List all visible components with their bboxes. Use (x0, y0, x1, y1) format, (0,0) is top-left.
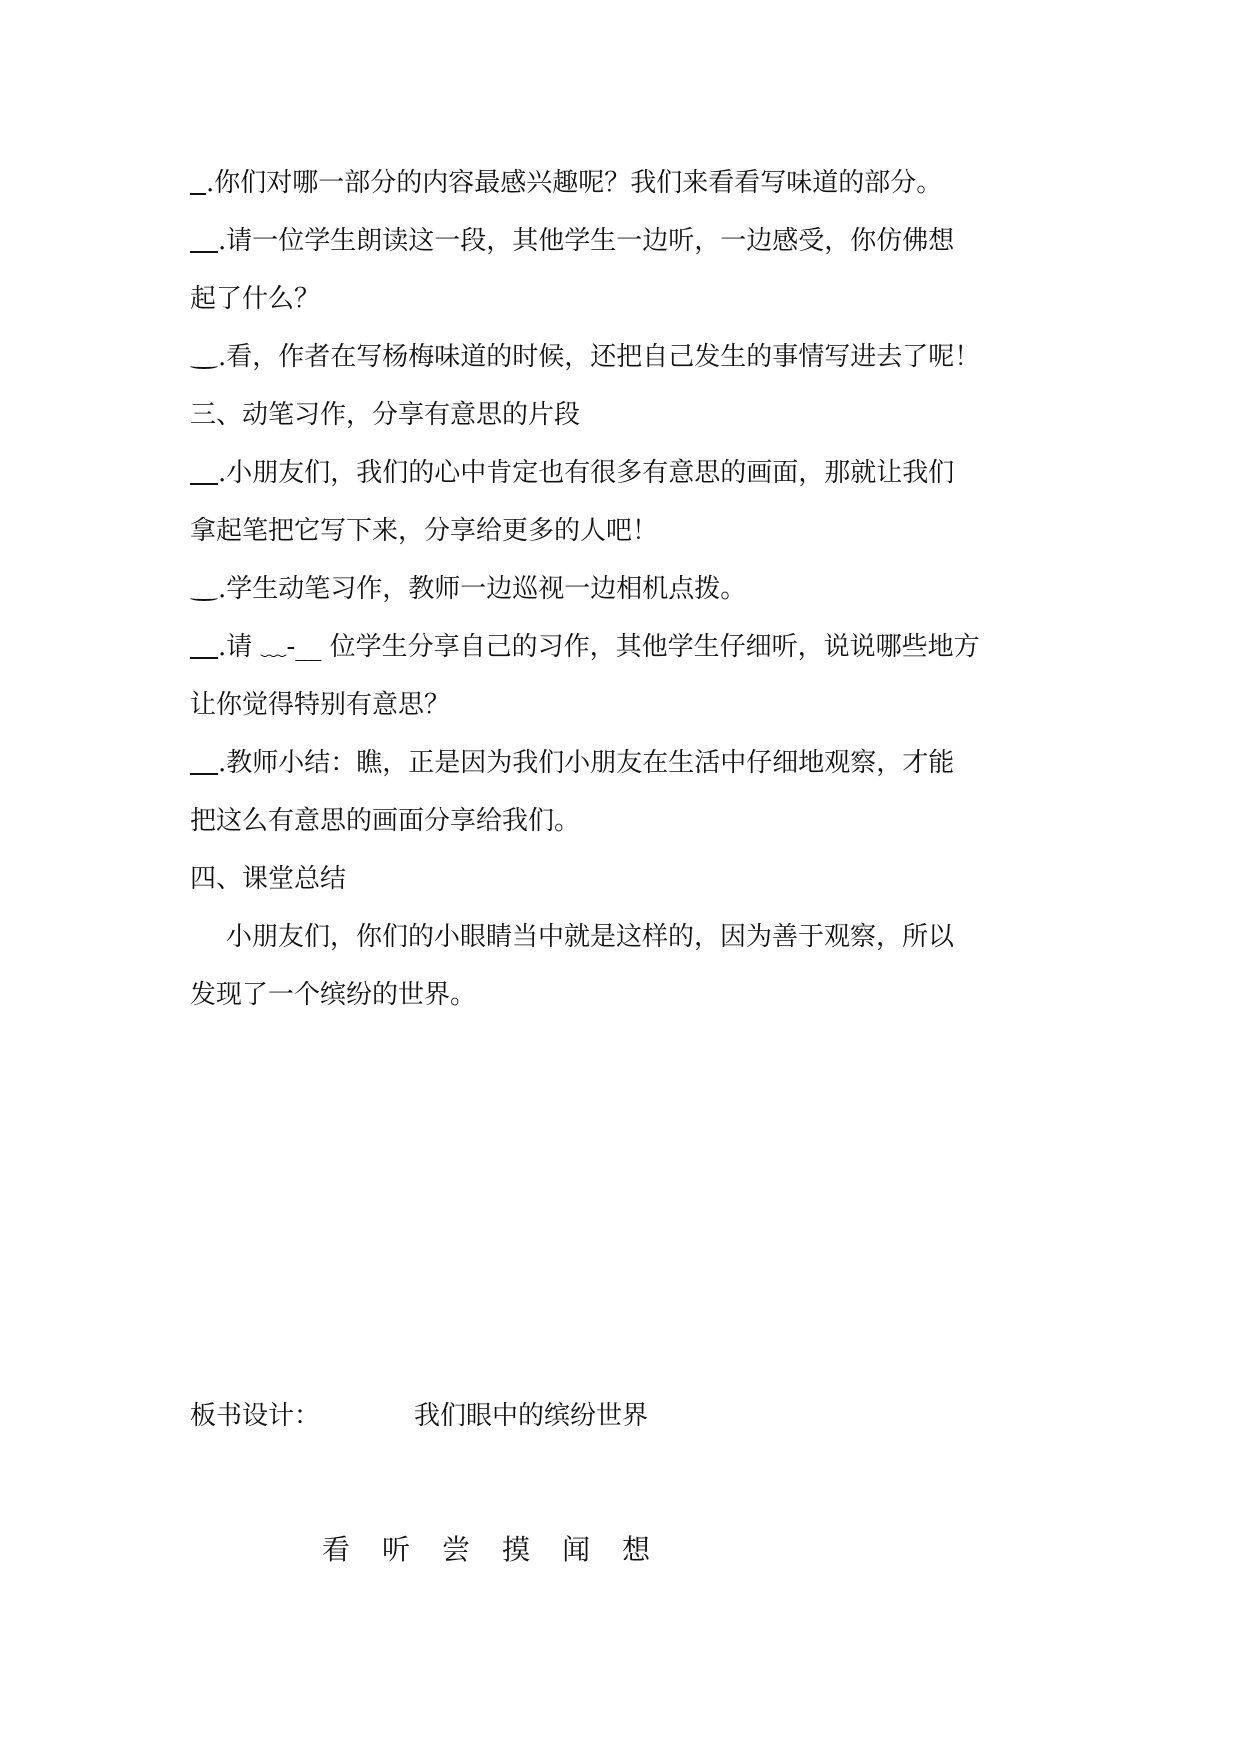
heading-text: 四、课堂总结 (190, 864, 347, 894)
line-text: 拿起笔把它写下来，分享给更多的人吧！ (190, 516, 659, 546)
line-text: .请 ﹏-__ 位学生分享自己的习作，其他学生仔细听，说说哪些地方 (218, 632, 980, 662)
heading-text: 三、动笔习作，分享有意思的片段 (190, 400, 581, 430)
paragraph-line-9 (190, 627, 1060, 667)
paragraph-line-3 (190, 279, 1060, 319)
section-heading-3 (190, 395, 1060, 435)
paragraph-line-10 (190, 685, 1060, 725)
line-text: 小朋友们，你们的小眼睛当中就是这样的，因为善于观察，所以 (226, 922, 955, 952)
line-text: .小朋友们，我们的心中肯定也有很多有意思的画面，那就让我们 (218, 458, 955, 488)
underline-marker (190, 633, 218, 663)
wavy-marker (190, 575, 218, 605)
underline-marker (190, 169, 206, 199)
line-text: .请一位学生朗读这一段，其他学生一边听，一边感受，你仿佛想 (218, 226, 955, 256)
paragraph-line-4 (190, 337, 1060, 377)
paragraph-line-8 (190, 569, 1060, 609)
paragraph-line-2 (190, 221, 1060, 261)
line-text: .你们对哪一部分的内容最感兴趣呢？我们来看看写味道的部分。 (206, 168, 943, 198)
sense-taste: 尝 (442, 1533, 471, 1566)
paragraph-line-6 (190, 453, 1060, 493)
paragraph-line-1 (190, 163, 1060, 203)
section-heading-4 (190, 859, 1060, 899)
paragraph-line-11 (190, 743, 1060, 783)
wavy-marker (190, 343, 218, 373)
board-design-heading: 板书设计： (190, 1401, 321, 1431)
paragraph-line-7 (190, 511, 1060, 551)
board-design-title: 我们眼中的缤纷世界 (414, 1401, 649, 1431)
underline-marker (190, 749, 218, 779)
senses-row (322, 1530, 650, 1570)
line-text: 让你觉得特别有意思？ (190, 690, 451, 720)
underline-marker (190, 227, 218, 257)
sense-smell: 闻 (562, 1533, 591, 1566)
line-text: .学生动笔习作，教师一边巡视一边相机点拨。 (218, 574, 747, 604)
line-text: 发现了一个缤纷的世界。 (190, 980, 477, 1010)
sense-think: 想 (622, 1533, 651, 1566)
sense-hear: 听 (382, 1533, 411, 1566)
sense-touch: 摸 (502, 1533, 531, 1566)
line-text: 把这么有意思的画面分享给我们。 (190, 806, 581, 836)
paragraph-line-14 (190, 917, 1096, 957)
line-text: 起了什么？ (190, 284, 321, 314)
underline-marker (190, 459, 218, 489)
paragraph-line-12 (190, 801, 1060, 841)
line-text: .教师小结：瞧，正是因为我们小朋友在生活中仔细地观察，才能 (218, 748, 955, 778)
line-text: .看，作者在写杨梅味道的时候，还把自己发生的事情写进去了呢！ (218, 342, 981, 372)
paragraph-line-15 (190, 975, 1060, 1015)
sense-see: 看 (322, 1533, 351, 1566)
